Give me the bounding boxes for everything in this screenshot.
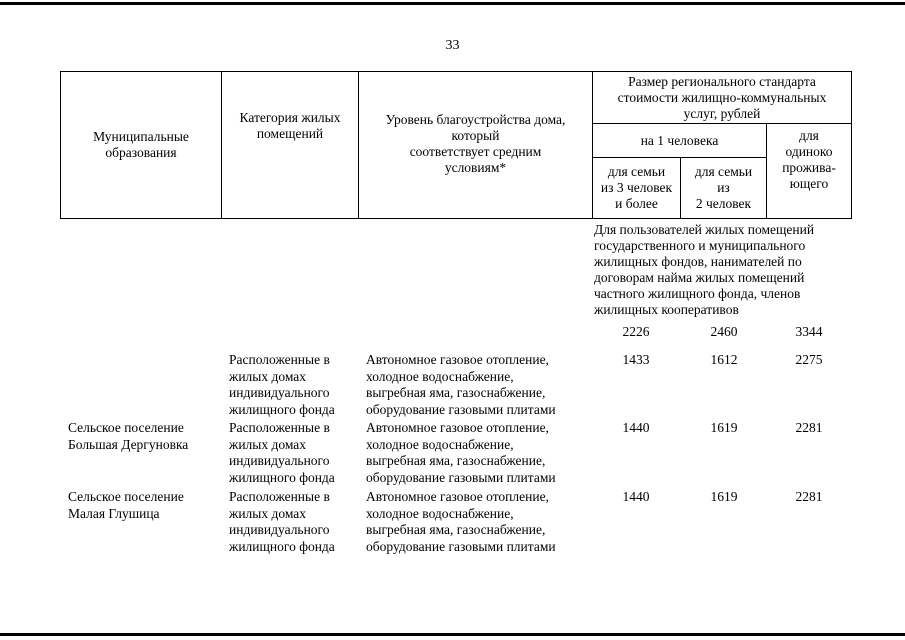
row-family2: 1619 bbox=[710, 420, 738, 435]
row-family2: 1612 bbox=[710, 352, 738, 367]
row-single: 2281 bbox=[795, 420, 823, 435]
row-category: Расположенные в жилых домах индивидуального жилищного фонда bbox=[229, 420, 335, 485]
summary-family2: 2460 bbox=[710, 324, 738, 339]
header-standard: Размер регионального стандарта стоимости жилищно-коммунальных услуг, рублей bbox=[617, 73, 827, 121]
row-amenities: Автономное газовое отопление, холодное водоснабжение, выгребная яма, газоснабжение, оборудование газовыми плитами bbox=[366, 489, 556, 554]
row-category: Расположенные в жилых домах индивидуального жилищного фонда bbox=[229, 352, 335, 417]
header-per-person: на 1 человека bbox=[640, 132, 719, 148]
header-amenities: Уровень благоустройства дома, который соответствует средним условиям* bbox=[385, 112, 566, 175]
top-rule bbox=[0, 2, 905, 5]
row-family3: 1440 bbox=[622, 489, 650, 504]
row-single: 2281 bbox=[795, 489, 823, 504]
summary-family3: 2226 bbox=[622, 324, 650, 339]
row-family3: 1440 bbox=[622, 420, 650, 435]
users-note: Для пользователей жилых помещений государственного и муниципального жилищных фондов, нанимателей по договорам найма жилых помещений частного жилищного фонда, членов жилищных кооперативов bbox=[594, 222, 815, 317]
bottom-rule bbox=[0, 633, 905, 636]
row-category: Расположенные в жилых домах индивидуального жилищного фонда bbox=[229, 489, 335, 554]
row-family2: 1619 bbox=[710, 489, 738, 504]
row-municipality: Сельское поселение Малая Глушица bbox=[68, 489, 184, 521]
header-category: Категория жилых помещений bbox=[239, 110, 341, 141]
header-municipality: Муниципальные образования bbox=[93, 129, 189, 160]
header-family3: для семьи из 3 человек и более bbox=[600, 164, 673, 211]
row-family3: 1433 bbox=[622, 352, 650, 367]
summary-single: 3344 bbox=[795, 324, 823, 339]
page-number: 33 bbox=[445, 38, 460, 53]
row-municipality: Сельское поселение Большая Дергуновка bbox=[68, 420, 189, 452]
row-amenities: Автономное газовое отопление, холодное водоснабжение, выгребная яма, газоснабжение, оборудование газовыми плитами bbox=[366, 352, 556, 417]
row-single: 2275 bbox=[795, 352, 823, 367]
header-single: для одиноко прожива- ющего bbox=[782, 128, 836, 191]
row-amenities: Автономное газовое отопление, холодное водоснабжение, выгребная яма, газоснабжение, оборудование газовыми плитами bbox=[366, 420, 556, 485]
header-family2: для семьи из 2 человек bbox=[694, 164, 753, 211]
